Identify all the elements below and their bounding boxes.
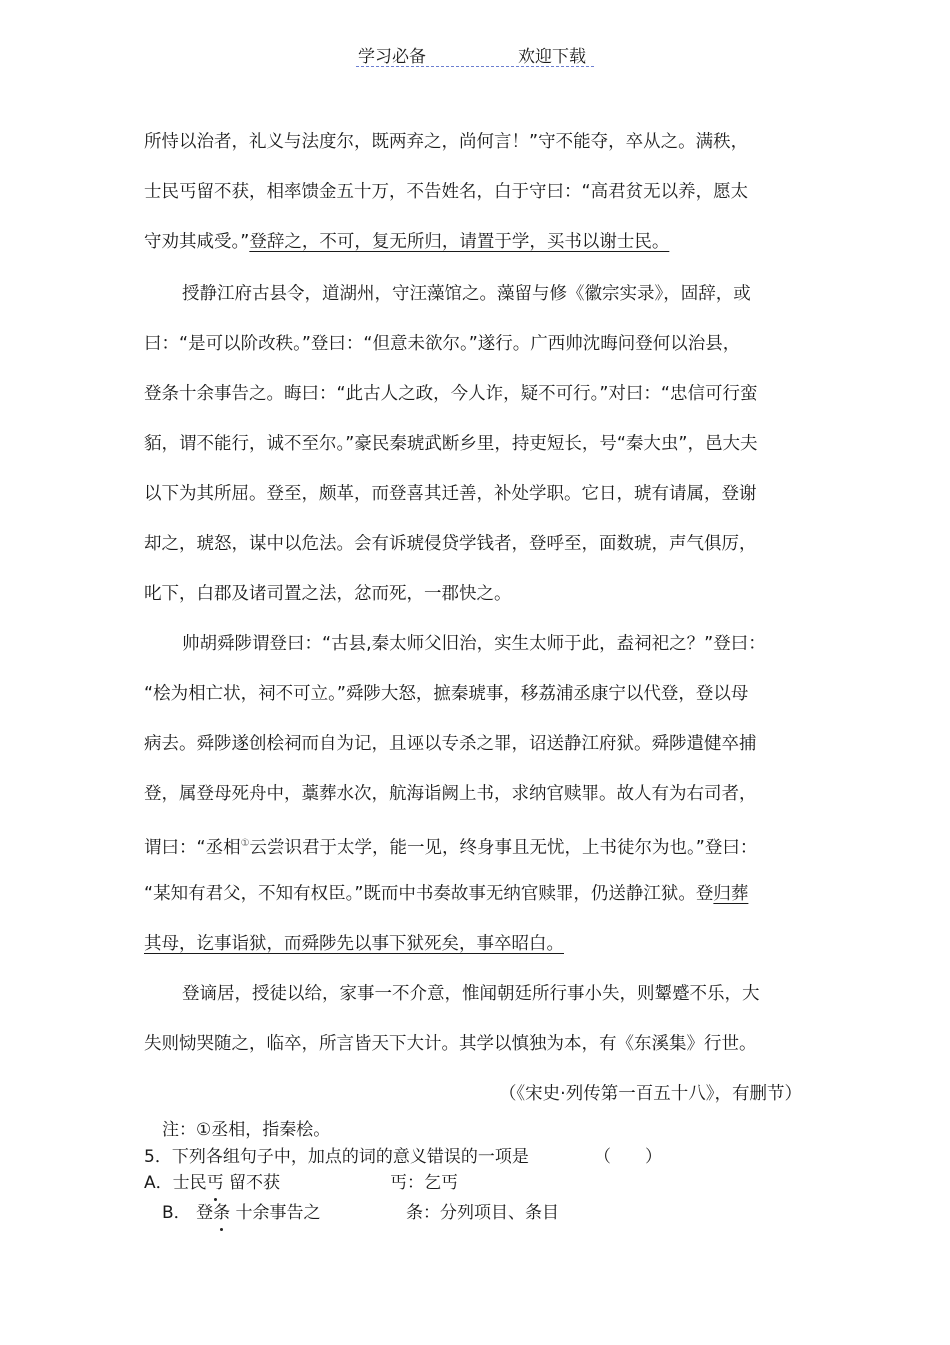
question-stem: 5．下列各组句子中，加点的词的意义错误的一项是 [144,1147,529,1167]
header-right-text: 欢迎下载 [518,47,586,67]
text-line: 所恃以治者，礼义与法度尔，既两弃之，尚何言！”守不能夺，卒从之。满秩， [144,132,749,152]
option-a [144,1168,280,1193]
underlined-sentence: 归葬 [713,884,749,904]
text-line: 登条十余事告之。晦曰：“此古人之政，今人诈，疑不可行。”对曰：“忠信可行蛮 [144,384,758,404]
option-b [162,1198,320,1223]
text-line: 失则恸哭随之，临卒，所言皆天下大计。其学以慎独为本，有《东溪集》行世。 [144,1034,757,1054]
dotted-character: 条 [213,1203,231,1223]
footnote-marker: ① [240,838,250,849]
text-line: 士民丐留不获，相率馈金五十万，不告姓名，白于守曰：“高君贫无以养，愿太 [144,182,749,202]
answer-parentheses: （ ） [594,1147,662,1167]
text-segment: “某知有君父，不知有权臣。”既而中书奏故事无纳官赎罪，仍送静江狱。登 [144,884,714,904]
text-line: 病去。舜陟遂创桧祠而自为记，且诬以专杀之罪，诏送静江府狱。舜陟遣健卒捕 [144,734,757,754]
page-header [356,40,594,67]
option-b-gloss: 条：分列项目、条目 [406,1203,559,1223]
underlined-sentence: 其母，讫事诣狱，而舜陟先以事下狱死矣，事卒昭白。 [144,934,564,954]
text-line [144,832,757,860]
text-line: 登，属登母死舟中，藁葬水次，航海诣阙上书，求纳官赎罪。故人有为右司者， [144,784,757,804]
text-line: 曰：“是可以阶改秩。”登曰：“但意未欲尔。”遂行。广西帅沈晦问登何以治县， [144,334,741,354]
text-segment: 谓曰：“丞相 [144,837,241,858]
paragraph-start-line: 授静江府古县令，道湖州，守汪藻馆之。藻留与修《徽宗实录》，固辞，或 [182,284,751,304]
text-line [144,230,669,254]
text-line [144,882,748,906]
paragraph-start-line: 登谪居，授徒以给，家事一不介意，惟闻朝廷所行事小失，则颦蹙不乐，大 [182,984,760,1004]
option-text: 留不获 [229,1173,281,1193]
option-text: 十余事告之 [235,1203,321,1223]
option-text: 士民 [172,1173,207,1193]
footnote: 注：①丞相，指秦桧。 [162,1120,331,1140]
source-citation: （《宋史·列传第一百五十八》，有删节） [498,1084,802,1104]
text-line: 貊，谓不能行，诚不至尔。”豪民秦琥武断乡里，持吏短长，号“秦大虫”，邑大夫 [144,434,758,454]
text-line: “桧为相亡状，祠不可立。”舜陟大怒，摭秦琥事，移荔浦丞康宁以代登，登以母 [144,684,749,704]
header-left-text: 学习必备 [358,47,426,67]
text-line: 却之，琥怒，谋中以危法。会有诉琥侵贷学钱者，登呼至，面数琥，声气俱厉， [144,534,757,554]
option-label: B． [162,1203,191,1223]
paragraph-start-line: 帅胡舜陟谓登曰：“古县,秦太师父旧治，实生太师于此，盍祠祀之？”登曰： [182,634,766,654]
dotted-character: 丐 [206,1173,224,1193]
option-text: 登 [196,1203,214,1223]
option-a-gloss: 丐：乞丐 [390,1173,458,1193]
text-line: 以下为其所屈。登至，颇革，而登喜其迁善，补处学职。它日，琥有请属，登谢 [144,484,757,504]
text-line: 叱下，白郡及诸司置之法，忿而死，一郡快之。 [144,584,512,604]
text-segment: 云尝识君于太学，能一见，终身事且无忧，上书徒尔为也。”登曰： [249,837,758,858]
option-label: A． [144,1173,173,1193]
underlined-sentence: 登辞之，不可，复无所归，请置于学，买书以谢士民。 [249,232,670,252]
text-segment: 守劝其咸受。” [144,232,250,252]
